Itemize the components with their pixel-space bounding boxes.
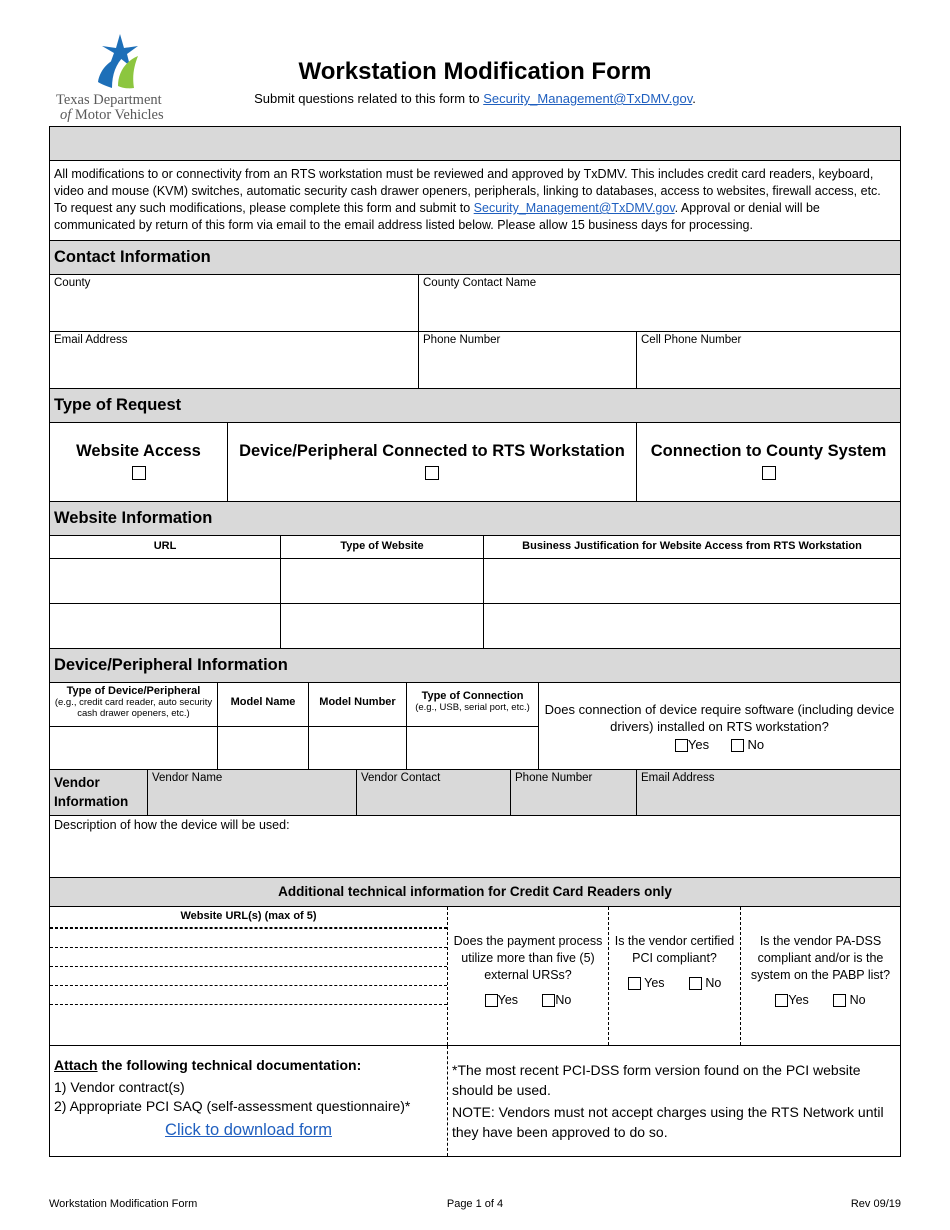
checkbox-icon[interactable] xyxy=(833,994,846,1007)
credit-url-list xyxy=(50,907,447,1045)
justification-input[interactable] xyxy=(483,604,900,648)
request-county-system: Connection to County System xyxy=(636,423,900,501)
connection-type-input[interactable] xyxy=(406,727,538,769)
col-business-justification: Business Justification for Website Access from RTS Workstation xyxy=(483,536,900,558)
email-address-field[interactable]: Email Address xyxy=(54,334,128,346)
checkbox-icon[interactable] xyxy=(689,977,702,990)
contact-row-1 xyxy=(50,274,900,331)
section-type-of-request: Type of Request xyxy=(50,388,900,422)
credit-question-pci-compliant: Is the vendor certified PCI compliant? Yes No xyxy=(608,907,740,1045)
credit-question-external-urls: Does the payment process utilize more than five (5) external URSs? Yes No xyxy=(447,907,608,1045)
col-model-number: Model Number xyxy=(308,683,406,726)
county-contact-name-field[interactable]: County Contact Name xyxy=(418,275,900,331)
section-contact-information: Contact Information xyxy=(50,240,900,274)
url-input[interactable] xyxy=(50,604,280,648)
vendor-row xyxy=(50,769,900,815)
vendor-name-field[interactable]: Vendor Name xyxy=(147,770,356,815)
website-row xyxy=(50,558,900,603)
device-type-input[interactable] xyxy=(50,727,217,769)
url-entry[interactable] xyxy=(50,928,447,947)
request-device-peripheral: Device/Peripheral Connected to RTS Workstation xyxy=(227,423,636,501)
request-website-access: Website Access xyxy=(50,423,227,501)
url-input[interactable] xyxy=(50,559,280,603)
url-entry[interactable] xyxy=(50,966,447,985)
checkbox-icon[interactable] xyxy=(542,994,555,1007)
checkbox-icon[interactable] xyxy=(132,466,146,480)
section-device-peripheral-information: Device/Peripheral Information xyxy=(50,648,900,682)
attach-notes xyxy=(447,1046,900,1156)
attach-item-1: 1) Vendor contract(s) xyxy=(54,1079,185,1095)
county-field[interactable]: County xyxy=(54,277,91,289)
vendor-note: NOTE: Vendors must not accept charges using the RTS Network until they have been approved to do so. xyxy=(452,1104,884,1140)
device-table xyxy=(50,683,538,769)
checkbox-icon[interactable] xyxy=(675,739,688,752)
col-model-name: Model Name xyxy=(217,683,308,726)
page-subtitle: Submit questions related to this form to Security_Management@TxDMV.gov. xyxy=(254,91,696,106)
footer-page-number: Page 1 of 4 xyxy=(446,1198,504,1210)
checkbox-icon[interactable] xyxy=(775,994,788,1007)
logo-text-line1: Texas Department xyxy=(56,92,162,108)
phone-number-field[interactable]: Phone Number xyxy=(418,332,636,388)
checkbox-icon[interactable] xyxy=(628,977,641,990)
page-title: Workstation Modification Form xyxy=(298,58,652,85)
section-website-information: Website Information xyxy=(50,501,900,535)
intro-email-link[interactable]: Security_Management@TxDMV.gov xyxy=(473,201,675,215)
credit-question-pa-dss: Is the vendor PA-DSS compliant and/or is the system on the PABP list? Yes No xyxy=(740,907,900,1045)
intro-paragraph: All modifications to or connectivity from an RTS workstation must be reviewed and approved by TxDMV. This includes credit card readers, keyboard, video and mouse (KVM) switches, automatic security cash drawer openers, peripherals, linking to databases, access to websites, firewall access, etc. To request any such modifications, please complete this form and submit to Security_Management@TxDMV.gov. Approval or denial will be communicated by return of this form via email to the email address listed below. Please allow 15 business days for processing. xyxy=(50,160,900,240)
website-header-row xyxy=(50,535,900,558)
checkbox-icon[interactable] xyxy=(762,466,776,480)
download-form-link[interactable]: Click to download form xyxy=(165,1121,332,1139)
attach-item-2: 2) Appropriate PCI SAQ (self-assessment questionnaire)* xyxy=(54,1098,411,1114)
vendor-phone-field[interactable]: Phone Number xyxy=(510,770,636,815)
checkbox-icon[interactable] xyxy=(731,739,744,752)
top-banner xyxy=(50,127,900,160)
vendor-email-field[interactable]: Email Address xyxy=(636,770,900,815)
description-field[interactable]: Description of how the device will be used: xyxy=(50,815,900,877)
cell-phone-number-field[interactable]: Cell Phone Number xyxy=(636,332,900,388)
url-entry[interactable] xyxy=(50,947,447,966)
software-question: Does connection of device require software (including device drivers) installed on RTS workstation? Yes No xyxy=(538,683,900,769)
logo-text-line2: of Motor Vehicles xyxy=(60,107,164,123)
model-name-input[interactable] xyxy=(217,727,308,769)
footer-form-name: Workstation Modification Form xyxy=(49,1198,198,1210)
vendor-information-label: Vendor Information xyxy=(54,775,129,809)
justification-input[interactable] xyxy=(483,559,900,603)
device-input-row xyxy=(50,726,538,769)
subtitle-email-link[interactable]: Security_Management@TxDMV.gov xyxy=(483,91,693,106)
footer-revision: Rev 09/19 xyxy=(850,1198,901,1210)
col-device-type: Type of Device/Peripheral (e.g., credit card reader, auto security cash drawer openers, etc.) xyxy=(54,685,213,719)
attach-heading: Attach the following technical documentation: xyxy=(54,1057,362,1073)
device-block xyxy=(50,682,900,769)
checkbox-icon[interactable] xyxy=(425,466,439,480)
request-row xyxy=(50,422,900,501)
website-type-input[interactable] xyxy=(280,559,483,603)
col-connection-type: Type of Connection (e.g., USB, serial port, etc.) xyxy=(406,683,538,726)
form-table xyxy=(49,126,901,1157)
url-entry[interactable] xyxy=(50,1004,447,1045)
checkbox-icon[interactable] xyxy=(485,994,498,1007)
website-row xyxy=(50,603,900,648)
website-type-input[interactable] xyxy=(280,604,483,648)
pci-note: *The most recent PCI-DSS form version found on the PCI website should be used. xyxy=(452,1062,861,1098)
attach-block xyxy=(50,1045,900,1156)
col-url: URL xyxy=(153,540,177,552)
device-header-row xyxy=(50,683,538,726)
model-number-input[interactable] xyxy=(308,727,406,769)
col-type-of-website: Type of Website xyxy=(280,536,483,558)
section-credit-card-readers: Additional technical information for Credit Card Readers only xyxy=(50,877,900,906)
vendor-contact-field[interactable]: Vendor Contact xyxy=(356,770,510,815)
attach-documentation xyxy=(50,1046,447,1156)
contact-row-2 xyxy=(50,331,900,388)
col-website-urls: Website URL(s) (max of 5) xyxy=(50,907,447,928)
credit-card-block xyxy=(50,906,900,1045)
url-entry[interactable] xyxy=(50,985,447,1004)
